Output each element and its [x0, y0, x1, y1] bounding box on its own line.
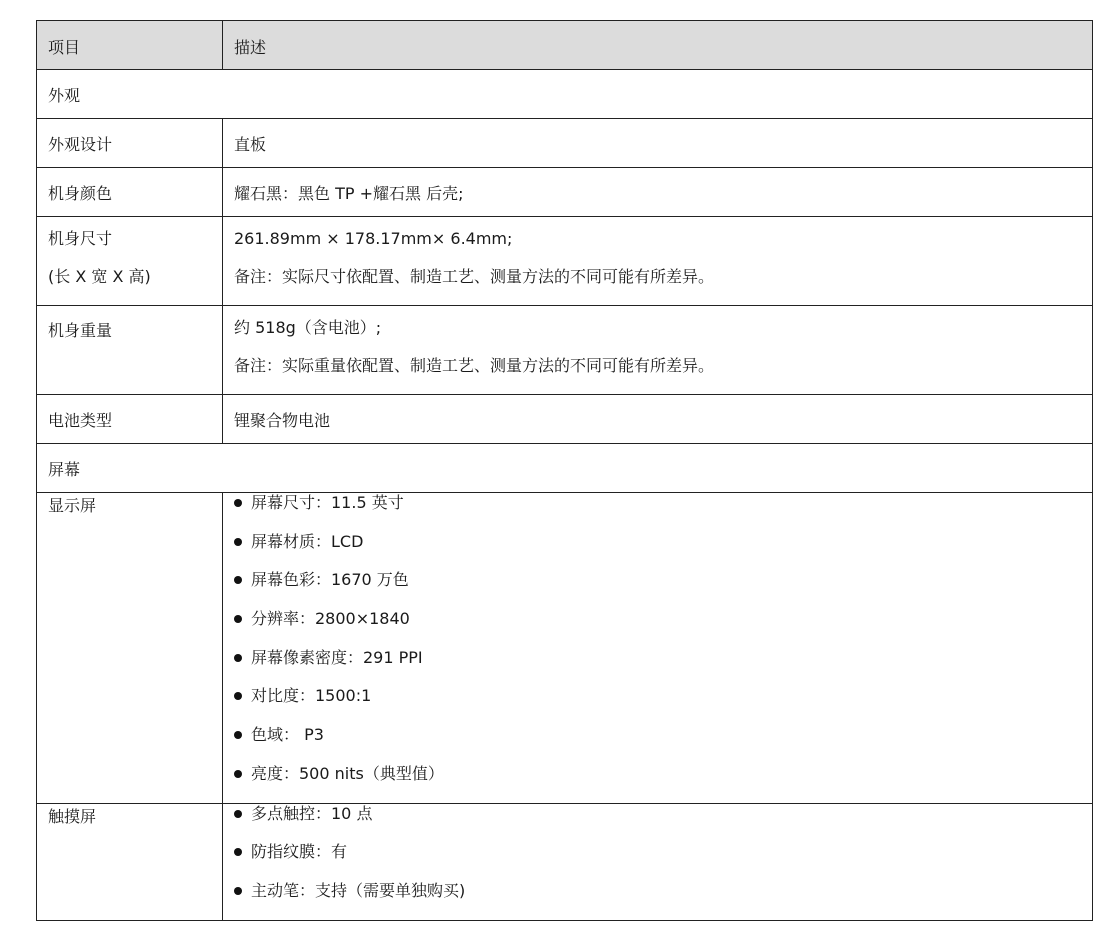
section-screen: 屏幕	[37, 444, 1093, 493]
list-item: 色域： P3	[234, 725, 1092, 764]
row-label-size-cell	[37, 217, 223, 306]
list-item: 分辨率：2800×1840	[234, 609, 1092, 648]
list-item: 屏幕尺寸：11.5 英寸	[234, 493, 1092, 532]
list-item: 亮度：500 nits（典型值）	[234, 764, 1092, 803]
table-row	[37, 217, 1093, 306]
bullet-icon	[234, 576, 242, 584]
bullet-icon	[234, 692, 242, 700]
list-item: 屏幕像素密度：291 PPI	[234, 648, 1092, 687]
row-value-touch	[223, 803, 1093, 920]
table-row	[37, 493, 1093, 804]
bullet-icon	[234, 848, 242, 856]
header-description: 描述	[223, 21, 1093, 70]
list-item: 屏幕色彩：1670 万色	[234, 570, 1092, 609]
section-appearance: 外观	[37, 70, 1093, 119]
bullet-icon	[234, 810, 242, 818]
row-value-battery: 锂聚合物电池	[223, 395, 1093, 444]
row-label-design: 外观设计	[37, 119, 223, 168]
row-value-weight-cell	[223, 306, 1093, 395]
table-row	[37, 395, 1093, 444]
bullet-icon	[234, 731, 242, 739]
row-label-size-dims: (长 X 宽 X 高)	[48, 267, 151, 286]
list-item: 主动笔：支持（需要单独购买)	[234, 881, 1092, 920]
header-item: 项目	[37, 21, 223, 70]
display-spec-list	[234, 493, 1092, 803]
table-row	[37, 306, 1093, 395]
section-row-appearance	[37, 70, 1093, 119]
row-label-battery: 电池类型	[37, 395, 223, 444]
spec-table	[36, 20, 1093, 921]
list-item: 对比度：1500:1	[234, 686, 1092, 725]
list-item: 多点触控：10 点	[234, 804, 1092, 843]
row-label-size: 机身尺寸	[48, 229, 113, 248]
row-value-weight: 约 518g（含电池）;	[234, 318, 382, 337]
list-item: 屏幕材质：LCD	[234, 532, 1092, 571]
row-label-color: 机身颜色	[37, 168, 223, 217]
bullet-icon	[234, 538, 242, 546]
row-value-display	[223, 493, 1093, 804]
row-label-touch: 触摸屏	[37, 803, 223, 920]
list-item: 防指纹膜：有	[234, 842, 1092, 881]
bullet-icon	[234, 654, 242, 662]
bullet-icon	[234, 499, 242, 507]
row-value-size: 261.89mm × 178.17mm× 6.4mm;	[234, 229, 513, 248]
row-value-size-cell	[223, 217, 1093, 306]
row-value-color: 耀石黑：黑色 TP +耀石黑 后壳;	[223, 168, 1093, 217]
table-row	[37, 119, 1093, 168]
touch-spec-list	[234, 804, 1092, 920]
bullet-icon	[234, 770, 242, 778]
row-note-size: 备注：实际尺寸依配置、制造工艺、测量方法的不同可能有所差异。	[234, 267, 715, 286]
row-label-display: 显示屏	[37, 493, 223, 804]
row-value-design: 直板	[223, 119, 1093, 168]
bullet-icon	[234, 615, 242, 623]
section-row-screen	[37, 444, 1093, 493]
table-row	[37, 168, 1093, 217]
table-row	[37, 803, 1093, 920]
table-header-row	[37, 21, 1093, 70]
row-label-weight: 机身重量	[37, 306, 223, 395]
bullet-icon	[234, 887, 242, 895]
row-note-weight: 备注：实际重量依配置、制造工艺、测量方法的不同可能有所差异。	[234, 356, 715, 375]
